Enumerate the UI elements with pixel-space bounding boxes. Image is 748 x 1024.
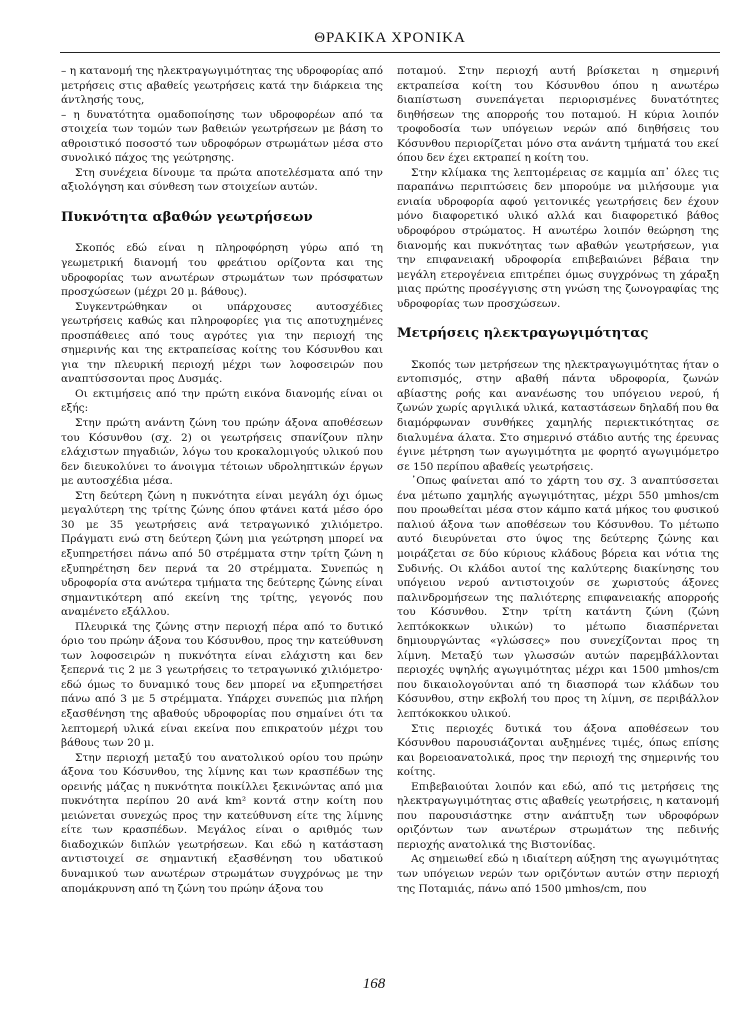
section-heading: Μετρήσεις ηλεκτραγωγιμότητας xyxy=(397,326,649,342)
section-heading: Πυκνότητα αβαθών γεωτρήσεων xyxy=(61,209,313,225)
paragraph: – η κατανομή της ηλεκτραγωγιμότητας της υδροφορίας από μετρήσεις στις αβαθείς γεωτρήσεις κατά την διάρκεια της άντλησής τους, xyxy=(61,65,383,107)
page-number: 168 xyxy=(362,976,386,992)
paragraph: Σκοπός των μετρήσεων της ηλεκτραγωγιμότητας ήταν ο εντοπισμός, στην αβαθή πάντα υδροφορία, ζωνών αβίαστης ροής και ανανέωσης του υπόγειου νερού, ή ζωνών χωρίς αργιλικά υλικά, καταστάσεων δηλαδή που θα διαμόρφωναν συνθήκες χαμηλής περιεκτικότητας σε διαλυμένα άλατα. Στο σημερινό στάδιο αυτής της έρευνας έγινε μέτρηση των αγωγιμότητα με φορητό αγωγιμόμετρο σε 150 περίπου αβαθείς γεωτρήσεις. xyxy=(397,358,719,473)
paragraph: Στην κλίμακα της λεπτομέρειας σε καμμία απ᾽ όλες τις παραπάνω περιπτώσεις δεν μπορούμε να μιλήσουμε για ενιαία υδροφορία αφού γειτονικές γεωτρήσεις δεν έχουν μόνο διαφορετικό υλικό αλλά και διαφορετικό βάθος υδροφόρου στρώματος. Η ανωτέρω λοιπόν θεώρηση της διανομής και πυκνότητας των αβαθών γεωτρήσεων, για την επιφανειακή υδροφορία επιβεβαιώνει βέβαια την μεγάλη ετερογένεια επιτρέπει όμως συγχρόνως τη χάραξη μιας πρώτης προσέγγισης στη γνώση της ζωνογραφίας της υδροφορίας των προσχώσεων. xyxy=(397,166,719,310)
paragraph: – η δυνατότητα ομαδοποίησης των υδροφορέων από τα στοιχεία των τομών των βαθειών γεωτρήσεων με βάση το αθροιστικό ποσοστό των υδροφόρων στρωμάτων μέσα στο συνολικό πάχος της γεώτρησης. xyxy=(61,108,383,165)
paragraph: Συγκεντρώθηκαν οι υπάρχουσες αυτοσχέδιες γεωτρήσεις καθώς και πληροφορίες για τις αποτυχημένες προσπάθειες από τους αγρότες για την περιοχή της σημερινής και της εκτραπείσας κοίτης του Κόσυνθου και για την πλευρική περιοχή μέχρι των λοφοσειρών που αναπτύσσονται προς Δυσμάς. xyxy=(61,300,383,386)
paragraph: Στις περιοχές δυτικά του άξονα αποθέσεων του Κόσυνθου παρουσιάζονται αυξημένες τιμές, όπως επίσης και βορειοανατολικά, προς την περιοχή της σημερινής του κοίτης. xyxy=(397,722,719,779)
paragraph: ᾽Οπως φαίνεται από το χάρτη του σχ. 3 αναπτύσσεται ένα μέτωπο χαμηλής αγωγιμότητας, μέχρι 550 μmhos/cm που προωθείται μέσα στον κάμπο κατά μήκος του φυσικού παλιού άξονα των αποθέσεων του Κόσυνθου. Το μέτωπο αυτό διευρύνεται στο ύψος της δεύτερης ζώνης και μοιράζεται σε δύο κύριους κλάδους βόρεια και νότια της Συδινής. Οι κλάδοι αυτοί της καλύτερης διακίνησης του υπόγειου νερού αντιστοιχούν σε χωριστούς άξονες παλινδρομήσεων της παλιότερης επιφανειακής απορροής του Κόσυνθου. Στην τρίτη κατάντη ζώνη (ζώνη λεπτόκοκκων υλικών) το μέτωπο διασπέρνεται δημιουργώντας «γλώσσες» που συνεχίζονται προς τη λίμνη. Μεταξύ των γλωσσών αυτών παρεμβάλλονται περιοχές υψηλής αγωγιμότητας μέχρι και 1500 μmhos/cm που δικαιολογούνται από τη διασπορά των κλάδων του Κόσυνθου, στην εκβολή του προς τη λίμνη, σε περιβάλλον λεπτόκοκκου υλικού. xyxy=(397,475,719,720)
paragraph: ποταμού. Στην περιοχή αυτή βρίσκεται η σημερινή εκτραπείσα κοίτη του Κόσυνθου όπου η ανωτέρω διαπίστωση συνεπάγεται περιορισμένες δυνατότητες διηθήσεων της απορροής του ποταμού. Η κύρια λοιπόν τροφοδοσία των υπόγειων νερών από διηθήσεις του Κόσυνθου περιορίζεται μόνο στα ανάντη τμήματά του εκεί όπου δεν έχει εκτραπεί η κοίτη του. xyxy=(397,65,719,165)
header-rule xyxy=(60,52,720,53)
paragraph: Ας σημειωθεί εδώ η ιδιαίτερη αύξηση της αγωγιμότητας των υπόγειων νερών των οριζόντων αυτών στην περιοχή της Ποταμιάς, πάνω από 1500 μmhos/cm, που xyxy=(397,853,719,895)
paragraph: Στην περιοχή μεταξύ του ανατολικού ορίου του πρώην άξονα του Κόσυνθου, της λίμνης και των κρασπέδων της ορεινής μάζας η πυκνότητα ποικίλλει ξεκινώντας από μια πυκνότητα περίπου 20 ανά km² κοντά στην κοίτη που μειώνεται συνεχώς προς την κατεύθυνση είτε της λίμνης είτε των κρασπέδων. Μεγάλος είναι ο αριθμός των διαδοχικών διπλών γεωτρήσεων. Και εδώ η κατάσταση αντιστοιχεί σε σημαντική εξασθένηση του υδατικού δυναμικού των ανωτέρων στρωμάτων συγχρόνως με την απομάκρυνση από τη ζώνη του πρώην άξονα του xyxy=(61,751,383,895)
paragraph: Επιβεβαιούται λοιπόν και εδώ, από τις μετρήσεις της ηλεκτραγωγιμότητας στις αβαθείς γεωτρήσεις, η κατανομή που παρουσιάστηκε στην ανάπτυξη των υδροφόρων οριζόντων των ανωτέρων στρωμάτων της πεδινής περιοχής ανατολικά της Βιστονίδας. xyxy=(397,780,719,851)
paragraph: Οι εκτιμήσεις από την πρώτη εικόνα διανομής είναι οι εξής: xyxy=(61,387,383,415)
paragraph: Στην πρώτη ανάντη ζώνη του πρώην άξονα αποθέσεων του Κόσυνθου (σχ. 2) οι γεωτρήσεις σπανίζουν πλην ελάχιστων πηγαδιών, λόγω του κροκαλομιγούς υλικού που δεν διευκολύνει το άνοιγμα τέτοιων υδροληπτικών έργων με αυτοσχέδια μέσα. xyxy=(61,417,383,488)
right-column xyxy=(397,64,719,896)
paragraph: Σκοπός εδώ είναι η πληροφόρηση γύρω από τη γεωμετρική διανομή του φρεάτιου ορίζοντα και της υδροφορίας των ανωτέρων στρωμάτων των πρόσφατων προσχώσεων (μέχρι 20 μ. βάθους). xyxy=(61,242,383,299)
paragraph: Στη δεύτερη ζώνη η πυκνότητα είναι μεγάλη όχι όμως μεγαλύτερη της τρίτης ζώνης όπου φτάνει κατά μέσο όρο 30 με 35 γεωτρήσεις ανά τετραγωνικό χιλιόμετρο. Πράγματι ενώ στη δεύτερη ζώνη μια γεώτρηση μπορεί να εξυπηρετήσει πάνω από 50 στρέμματα στην τρίτη ζώνη η εξυπηρέτηση δεν περνά τα 20 στρέμματα. Συνεπώς η υδροφορία στα ανώτερα τμήματα της δεύτερης ζώνης είναι σημαντικότερη από εκείνη της τρίτης, γεγονός που αναμένετο εξάλλου. xyxy=(61,489,383,619)
paragraph: Στη συνέχεια δίνουμε τα πρώτα αποτελέσματα από την αξιολόγηση και σύνθεση των στοιχείων αυτών. xyxy=(61,166,383,194)
left-column xyxy=(61,64,383,896)
paragraph: Πλευρικά της ζώνης στην περιοχή πέρα από το δυτικό όριο του πρώην άξονα του Κόσυνθου, προς την κατεύθυνση των λοφοσειρών η πυκνότητα είναι ελάχιστη και δεν ξεπερνά τις 2 με 3 γεωτρήσεις το τετραγωνικό χιλιόμετρο· εδώ όμως το δυναμικό τους δεν μπορεί να εξυπηρετήσει πάνω από 3 με 5 στρέμματα. Υπάρχει συνεπώς μια πλήρη εξασθένηση της αβαθούς υδροφορίας που σημαίνει ότι τα λεπτομερή υλικά είναι εκείνα που επικρατούν μέχρι του βάθους των 20 μ. xyxy=(61,620,383,750)
running-header: ΘΡΑΚΙΚΑ ΧΡΟΝΙΚΑ xyxy=(314,30,466,46)
